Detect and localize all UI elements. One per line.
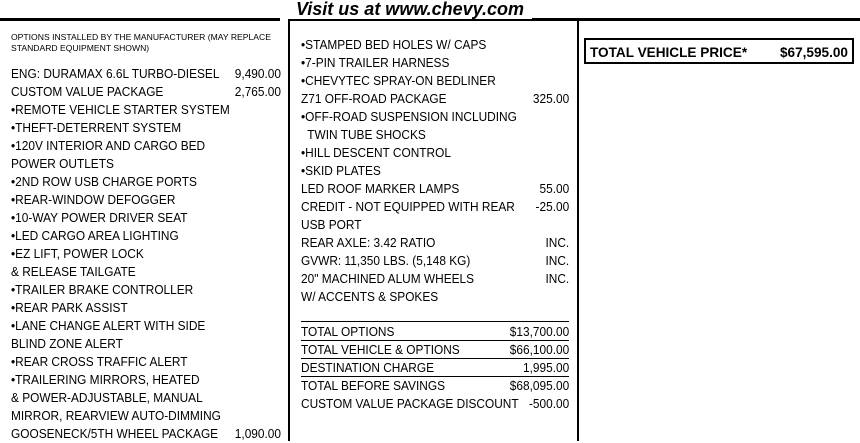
totals-line-label: CUSTOM VALUE PACKAGE DISCOUNT [301,396,519,411]
option-line-label: 20" MACHINED ALUM WHEELS [301,271,475,286]
option-line [301,234,569,252]
option-line-value: 325.00 [532,91,570,106]
option-line-label: • OFF-ROAD SUSPENSION INCLUDING [301,108,517,126]
option-line [301,288,569,306]
option-line-label: • 7-PIN TRAILER HARNESS [301,54,449,72]
option-line-value: INC. [545,235,570,250]
column-divider-right [577,18,579,441]
totals-top-rule [301,321,569,322]
option-line-value: INC. [545,253,570,268]
option-line [11,191,281,209]
option-line-label: • REAR-WINDOW DEFOGGER [11,191,175,209]
option-line [11,83,281,101]
options-heading-line-1: OPTIONS INSTALLED BY THE MANUFACTURER (MAY REPLACE [11,32,271,42]
option-line [301,126,569,144]
totals-line [301,377,569,395]
option-line-label: • EZ LIFT, POWER LOCK [11,245,144,263]
option-line-label: • 2ND ROW USB CHARGE PORTS [11,173,197,191]
option-line [301,198,569,216]
option-line-label: • LANE CHANGE ALERT WITH SIDE [11,317,205,335]
totals-line-label: TOTAL VEHICLE & OPTIONS [301,342,460,357]
options-heading [11,32,281,54]
option-line-value: 1,090.00 [234,426,281,441]
option-line [11,425,281,443]
option-line [11,65,281,83]
option-line-label: • LED CARGO AREA LIGHTING [11,227,179,245]
option-line-label: TWIN TUBE SHOCKS [307,127,426,142]
option-line-label: LED ROOF MARKER LAMPS [301,181,460,196]
option-line-label: • STAMPED BED HOLES W/ CAPS [301,36,486,54]
totals-line [301,323,569,341]
option-line [11,137,281,155]
option-line [301,54,569,72]
totals-line [301,341,569,359]
option-line-label: CREDIT - NOT EQUIPPED WITH REAR [301,199,515,214]
option-line-label: & RELEASE TAILGATE [11,264,136,279]
option-line-label: W/ ACCENTS & SPOKES [301,289,439,304]
option-line-label: • TRAILERING MIRRORS, HEATED [11,371,200,389]
option-line [301,216,569,234]
option-line [11,371,281,389]
option-line [11,209,281,227]
totals-line [301,395,569,413]
option-line-label: • TRAILER BRAKE CONTROLLER [11,281,193,299]
option-line [301,72,569,90]
option-line [11,155,281,173]
website-banner: Visit us at www.chevy.com [288,0,532,19]
options-column-1 [11,65,281,443]
option-line-label: • SKID PLATES [301,162,381,180]
option-line [11,407,281,425]
option-line-label: • REMOTE VEHICLE STARTER SYSTEM [11,101,230,119]
totals-line-value: -500.00 [528,396,570,411]
totals-line-value: $13,700.00 [509,324,570,339]
option-line [301,108,569,126]
option-line-label: BLIND ZONE ALERT [11,336,123,351]
option-line [301,36,569,54]
totals-line-value: $68,095.00 [509,378,570,393]
option-line [11,317,281,335]
totals-line-label: TOTAL OPTIONS [301,324,395,339]
option-line-label: • HILL DESCENT CONTROL [301,144,451,162]
totals-line-label: TOTAL BEFORE SAVINGS [301,378,445,393]
option-line [11,227,281,245]
total-vehicle-price-label: TOTAL VEHICLE PRICE* [590,45,748,60]
option-line-value: 55.00 [539,181,570,196]
option-line-value: INC. [545,271,570,286]
option-line [11,119,281,137]
option-line-label: & POWER-ADJUSTABLE, MANUAL [11,390,203,405]
option-line-label: CUSTOM VALUE PACKAGE [11,84,164,99]
option-line [11,281,281,299]
totals-line [301,359,569,377]
option-line-label: • REAR CROSS TRAFFIC ALERT [11,353,188,371]
option-line-label: USB PORT [301,217,362,232]
option-line [301,144,569,162]
option-line-label: • REAR PARK ASSIST [11,299,128,317]
option-line-label: ENG: DURAMAX 6.6L TURBO-DIESEL [11,66,220,81]
top-rule-right [578,18,860,21]
totals-line-label: DESTINATION CHARGE [301,360,434,375]
option-line [301,252,569,270]
top-rule-left [0,18,280,21]
option-line-label: • THEFT-DETERRENT SYSTEM [11,119,181,137]
option-line [301,162,569,180]
options-column-2 [301,36,569,306]
option-line-value: 9,490.00 [234,66,281,81]
option-line-label: GOOSENECK/5TH WHEEL PACKAGE [11,426,219,441]
total-vehicle-price-value: $67,595.00 [779,45,848,60]
option-line [11,101,281,119]
option-line-label: REAR AXLE: 3.42 RATIO [301,235,436,250]
option-line-label: GVWR: 11,350 LBS. (5,148 KG) [301,253,471,268]
option-line [301,180,569,198]
option-line [301,90,569,108]
option-line [11,389,281,407]
options-heading-line-2: STANDARD EQUIPMENT SHOWN) [11,43,150,53]
option-line [11,263,281,281]
option-line-label: Z71 OFF-ROAD PACKAGE [301,91,447,106]
option-line-value: -25.00 [535,199,570,214]
totals-section [301,323,569,413]
option-line-label: • 120V INTERIOR AND CARGO BED [11,137,205,155]
total-vehicle-price-box [584,38,854,64]
totals-line-value: $66,100.00 [509,342,570,357]
totals-line-value: 1,995.00 [522,360,570,375]
option-line [301,270,569,288]
option-line-label: MIRROR, REARVIEW AUTO-DIMMING [11,408,221,423]
option-line-label: POWER OUTLETS [11,156,114,171]
option-line-value: 2,765.00 [234,84,281,99]
option-line [11,173,281,191]
option-line [11,335,281,353]
option-line [11,245,281,263]
option-line-label: • CHEVYTEC SPRAY-ON BEDLINER [301,72,496,90]
option-line [11,299,281,317]
option-line-label: • 10-WAY POWER DRIVER SEAT [11,209,188,227]
option-line [11,353,281,371]
column-divider-left [288,18,290,441]
